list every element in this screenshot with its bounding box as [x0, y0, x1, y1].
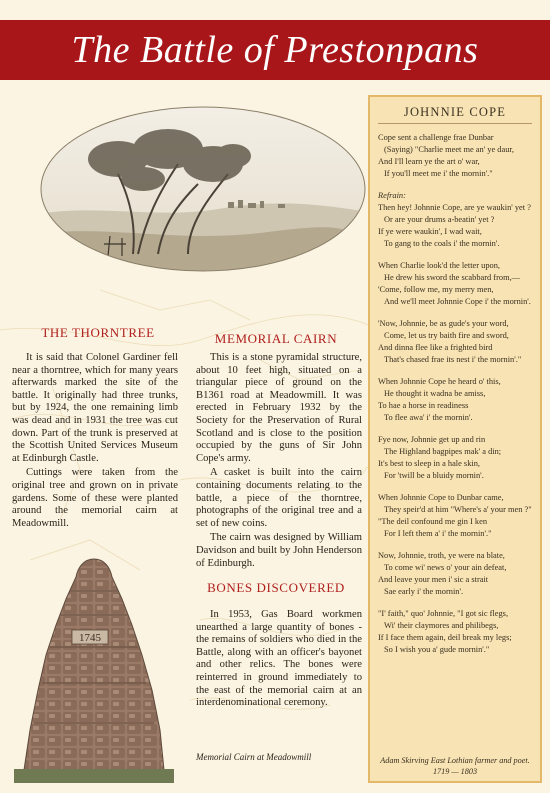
poem-line: 'Now, Johnnie, be as gude's your word, — [378, 319, 509, 328]
poem-attribution — [370, 755, 540, 777]
poem-line: And leave your men i' sic a strait — [378, 575, 489, 584]
poem-stanza — [378, 550, 532, 598]
poem-line: To come wi' news o' your ain defeat, — [384, 563, 507, 572]
poem-line: Then hey! Johnnie Cope, are ye waukin' yet ? — [378, 203, 531, 212]
poem-line: It's best to sleep in a hale skin, — [378, 459, 480, 468]
poem-line: For I left them a' i' the mornin'." — [384, 529, 492, 538]
poem-line: "I' faith," quo' Johnnie, "I got sic flegs, — [378, 609, 509, 618]
poem-line: To gang to the coals i' the mornin'. — [384, 239, 500, 248]
memorial-paragraph: This is a stone pyramidal structure, about 10 feet high, situated on a triangular piece of ground on the B1361 road at Meadowmill. It was erected in February 1932 by the Society for the Preservation of Rural Scotland and is close to the position occupied by the guns of Sir John Cope's army. — [196, 352, 362, 464]
poem-title: JOHNNIE COPE — [378, 105, 532, 124]
refrain-label: Refrain: — [378, 191, 406, 200]
poem-line: 'Come, follow me, my merry men, — [378, 285, 494, 294]
thorntree-illustration — [38, 104, 368, 274]
poem-line: And dinna flee like a frighted bird — [378, 343, 493, 352]
poem-line: And I'll learn ye the art o' war, — [378, 157, 480, 166]
poem-line: If I face them again, deil break my legs; — [378, 633, 512, 642]
title-banner — [0, 20, 550, 80]
poem-line: He drew his sword the scabbard from,— — [384, 273, 521, 282]
poem-line: Fye now, Johnnie get up and rin — [378, 435, 486, 444]
poem-line: The Highland bagpipes mak' a din; — [384, 447, 502, 456]
poem-line: That's chased frae its nest i' the mornin'." — [384, 355, 522, 364]
attribution-dates: 1719 — 1803 — [432, 767, 478, 776]
poem-line: If ye were waukin', I wad wait, — [378, 227, 482, 236]
poem-line: If you'll meet me i' the mornin'." — [384, 169, 493, 178]
poem-stanza — [378, 132, 532, 180]
poem-line: Sae early i' the mornin'. — [384, 587, 464, 596]
bones-text — [196, 609, 362, 710]
poem-stanza — [378, 434, 532, 482]
memorial-paragraph: A casket is built into the cairn containing documents relating to the battle, a piece of the thorntree, photographs of the original tree and a set of new coins. — [196, 467, 362, 529]
poem-line: Now, Johnnie, troth, ye were na blate, — [378, 551, 505, 560]
bones-paragraph: In 1953, Gas Board workmen unearthed a large quantity of bones - the remains of soldiers who died in the Battle, along with an officer's bayonet and other relics. The bones were reinterred in ground immediately to the east of the memorial cairn at an interdenominational ceremony. — [196, 609, 362, 709]
poem-line: Or are your drums a-beatin' yet ? — [384, 215, 495, 224]
poem-line: For 'twill be a bluidy mornin'. — [384, 471, 484, 480]
poem-stanza — [378, 492, 532, 540]
poem-line: When Johnnie Cope he heard o' this, — [378, 377, 501, 386]
thorntree-paragraph: It is said that Colonel Gardiner fell near a thorntree, which for many years afterwards marked the site of the battle. It originally had three trunks, but by 1924, the one remaining limb was dead and in 1931 the tree was cut down. Part of the trunk is preserved at the Scottish United Services Museum at Edinburgh Castle. — [12, 352, 178, 464]
poem-line: He thought it wadna be amiss, — [384, 389, 486, 398]
poem-line: And we'll meet Johnnie Cope i' the mornin'. — [384, 297, 531, 306]
poem-line: When Charlie look'd the letter upon, — [378, 261, 500, 270]
cairn-caption: Memorial Cairn at Meadowmill — [196, 752, 312, 762]
poem-panel — [368, 95, 542, 783]
poem-line: Wi' their claymores and philibegs, — [384, 621, 499, 630]
bones-heading: BONES DISCOVERED — [207, 580, 345, 595]
poem-stanza — [378, 260, 532, 308]
poem-stanza — [378, 376, 532, 424]
poem-line: When Johnnie Cope to Dunbar came, — [378, 493, 504, 502]
thorntree-heading: THE THORNTREE — [41, 325, 155, 340]
poem-line: To hae a horse in readiness — [378, 401, 469, 410]
memorial-text — [196, 352, 362, 570]
thorntree-text — [12, 352, 178, 530]
memorial-heading: MEMORIAL CAIRN — [214, 331, 338, 346]
poem-line: They speir'd at him "Where's a' your men ?" — [384, 505, 532, 514]
page-title: The Battle of Prestonpans — [71, 29, 479, 71]
poem-stanza — [378, 608, 532, 656]
memorial-cairn-photo — [14, 555, 174, 783]
poem-line: Cope sent a challenge frae Dunbar — [378, 133, 494, 142]
memorial-paragraph: The cairn was designed by William Davidson and built by John Henderson of Edinburgh. — [196, 532, 362, 569]
poem-line: To flee awa' i' the mornin'. — [384, 413, 473, 422]
poem-line: "The deil confound me gin I ken — [378, 517, 488, 526]
thorntree-paragraph: Cuttings were taken from the original tree and grown on in private gardens. Some of these were planted around the memorial cairn at Meadowmill. — [12, 467, 178, 529]
attribution-text: Adam Skirving East Lothian farmer and poet. — [380, 756, 530, 765]
cairn-plaque-text: 1745 — [79, 632, 101, 644]
poem-stanzas — [378, 132, 532, 656]
poem-stanza — [378, 318, 532, 366]
poem-line: Come, let us try baith fire and sword, — [384, 331, 509, 340]
poem-line: So I wish you a' gude mornin'." — [384, 645, 490, 654]
poem-stanza — [378, 190, 532, 250]
poem-line: (Saying) "Charlie meet me an' ye daur, — [384, 145, 514, 154]
